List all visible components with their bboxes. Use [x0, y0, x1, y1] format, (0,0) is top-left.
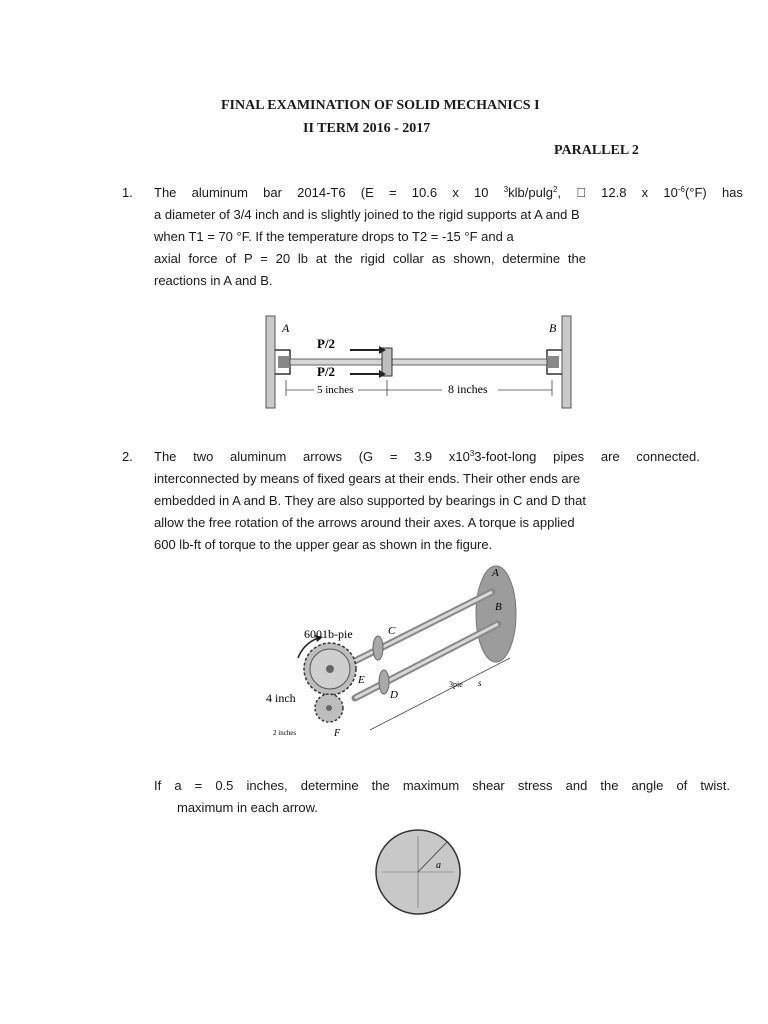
dim-right-label: 8 inches — [448, 382, 488, 396]
torque-label: 6001b-pie — [304, 627, 353, 641]
label-c: C — [388, 625, 396, 637]
problem-2-line-1: The two aluminum arrows (G = 3.9 $x10^33-foot$-long pipes are connected. — [154, 449, 700, 464]
bearing-c — [373, 636, 383, 660]
right-fixing — [547, 356, 559, 368]
problem-2-line-2: interconnected by means of fixed gears at their ends. Their other ends are — [154, 471, 581, 486]
support-b-label: B — [549, 321, 557, 335]
bar-figure — [262, 312, 576, 412]
problem-1-number: 1. — [122, 185, 133, 200]
length-mark: s — [478, 678, 482, 688]
bearing-d — [379, 670, 389, 694]
label-b: B — [495, 601, 502, 613]
label-f: F — [334, 728, 341, 739]
label-d: D — [390, 689, 398, 701]
problem-2-line-3: embedded in A and B. They are also supported by bearings in C and D that — [154, 493, 586, 508]
problem-2-line-5: 600 lb-ft of torque to the upper gear as shown in the figure. — [154, 537, 493, 552]
length-label: 3pie — [449, 680, 463, 689]
exam-term: II TERM 2016 - 2017 — [303, 121, 431, 136]
problem-1-line-1: The aluminum bar 2014-T6 (E = 10.6 x 10 $^3$klb/pulg$^2$ , 12.8 x $10^{-6}(^\circ F)$ has — [154, 185, 743, 200]
question-line-2: maximum in each arrow. — [177, 800, 318, 815]
problem-1-line-4: axial force of P = 20 lb at the rigid collar as shown, determine the — [154, 251, 586, 266]
label-a: A — [492, 567, 499, 579]
exam-title: FINAL EXAMINATION OF SOLID MECHANICS I — [221, 98, 540, 113]
left-fixing — [278, 356, 290, 368]
dim-left-label: 5 inches — [317, 384, 354, 396]
radius-small-label: 2 inches — [273, 729, 297, 737]
problem-1-line-2: a diameter of 3/4 inch and is slightly joined to the rigid supports at A and B — [154, 207, 580, 222]
left-wall — [266, 316, 275, 408]
right-wall — [562, 316, 571, 408]
gear-shaft-figure — [260, 562, 522, 748]
load-bottom-label: P/2 — [317, 364, 336, 379]
load-top-label: P/2 — [317, 336, 336, 351]
exam-parallel: PARALLEL 2 — [554, 143, 639, 158]
cross-section-figure — [368, 820, 468, 926]
label-e: E — [358, 674, 365, 686]
support-a-label: A — [282, 321, 290, 335]
radius-label: a — [436, 860, 441, 871]
radius-big-label: 4 inch — [266, 691, 296, 705]
question-line-1: If a = 0.5 inches, determine the maximum shear stress and the angle of twist. — [154, 778, 730, 793]
problem-1-line-3: when T1 = 70 °F. If the temperature drops to T2 = -15 °F and a — [154, 229, 514, 244]
problem-2-line-4: allow the free rotation of the arrows around their axes. A torque is applied — [154, 515, 575, 530]
problem-1-line-5: reactions in A and B. — [154, 273, 273, 288]
problem-2-number: 2. — [122, 449, 133, 464]
rigid-collar — [382, 348, 392, 376]
fixed-wall — [476, 566, 516, 662]
